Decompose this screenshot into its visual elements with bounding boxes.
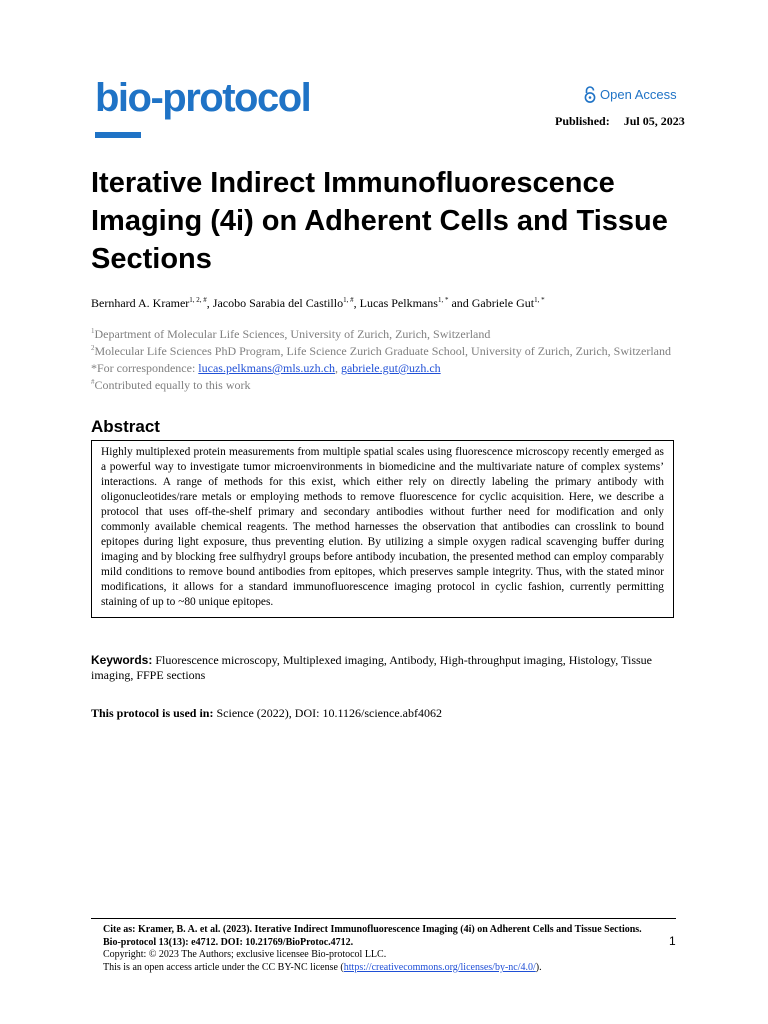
email-separator: , (334, 361, 341, 375)
published-label: Published: (555, 114, 610, 128)
keywords (91, 653, 676, 683)
abstract-box (91, 440, 674, 618)
citation: Cite as: Kramer, B. A. et al. (2023). Iterative Indirect Immunofluorescence Imaging (4i) on Adherent Cells and Tissue Sections. Bio-protocol 13(13): e4712. DOI: 10.21769/BioProtoc.4712. (103, 924, 642, 948)
page-number: 1 (669, 934, 676, 948)
logo-underline-bar (95, 132, 141, 138)
correspondence-line (91, 360, 671, 377)
affiliation-text: Department of Molecular Life Sciences, University of Zurich, Zurich, Switzerland (94, 327, 491, 341)
abstract-text: Highly multiplexed protein measurements from multiple spatial scales using fluorescence microscopy recently emerged as a powerful way to investigate tumor microenvironments in biomedicine and the multivariate nature of complex systems’ interactions. A range of methods for this exist, which either rely on directly labeling the primary antibody with oligonucleotides/rare metals or employing methods to remove fluorescence for cyclic acquisition. Here, we describe a protocol that uses off-the-shelf primary and secondary antibodies without further need for modification and only commonly available chemical reagents. The method harnesses the observation that antibodies can crosslink to bound epitopes during light exposure, thus preventing elution. By utilizing a simple oxygen radical scavenging buffer during imaging and by blocking free sulfhydryl groups before antibody incubation, the presented method can employ comparably mild conditions to remove bound antibodies from epitopes, which preserves sample integrity. Thus, with the stated minor modifications, it allows for a standard immunofluorescence imaging protocol in cyclic fashion, currently permitting staining of up to ~80 unique epitopes. (101, 446, 664, 608)
email-link-gut[interactable]: gabriele.gut@uzh.ch (340, 361, 441, 375)
author-name: Jacobo Sarabia del Castillo (212, 296, 344, 310)
license-line (103, 962, 643, 975)
used-in-label: This protocol is used in: (91, 706, 214, 720)
affiliation-text: Molecular Life Sciences PhD Program, Life Science Zurich Graduate School, University of Zurich, Zurich, Switzerland (94, 344, 671, 358)
bio-protocol-logo: bio-protocol (95, 76, 311, 120)
author-name: Lucas Pelkmans (359, 296, 438, 310)
footer (103, 924, 643, 974)
author-affiliation-mark: 1, * (534, 296, 545, 304)
author-name: Bernhard A. Kramer (91, 296, 190, 310)
author-separator: , (353, 296, 360, 310)
author-affiliation-mark: 1, # (343, 296, 354, 304)
correspondence-label: *For correspondence: (91, 361, 199, 375)
open-lock-icon (583, 86, 597, 103)
affiliation-mark: 1 (91, 327, 95, 335)
equal-contribution-text: Contributed equally to this work (94, 378, 251, 392)
copyright: Copyright: © 2023 The Authors; exclusive licensee Bio-protocol LLC. (103, 949, 387, 961)
affiliations (91, 326, 671, 394)
open-access-badge[interactable] (583, 86, 677, 103)
author-affiliation-mark: 1, * (437, 296, 449, 304)
license-suffix: ). (535, 961, 542, 973)
license-link[interactable]: https://creativecommons.org/licenses/by-nc/4.0/ (343, 961, 536, 973)
author-name: Gabriele Gut (471, 296, 535, 310)
author-list (91, 296, 545, 311)
license-prefix: This is an open access article under the CC BY-NC license ( (103, 961, 344, 973)
affiliation-mark: 2 (91, 344, 95, 352)
keywords-text: Fluorescence microscopy, Multiplexed imaging, Antibody, High-throughput imaging, Histology, Tissue imaging, FFPE sections (91, 653, 652, 682)
affiliation-2 (91, 343, 671, 360)
published-date: Jul 05, 2023 (623, 114, 685, 128)
keywords-label: Keywords: (91, 653, 153, 667)
author-separator: and (448, 296, 472, 310)
email-link-pelkmans[interactable]: lucas.pelkmans@mls.uzh.ch (198, 361, 335, 375)
author-affiliation-mark: 1, 2, # (189, 296, 207, 304)
equal-contribution-note (91, 377, 671, 394)
abstract-heading: Abstract (91, 417, 160, 436)
affiliation-1 (91, 326, 671, 343)
equal-contribution-mark: # (91, 378, 95, 386)
article-title: Iterative Indirect Immunofluorescence Imaging (4i) on Adherent Cells and Tissue Sections (91, 167, 668, 275)
used-in-text: Science (2022), DOI: 10.1126/science.abf4062 (213, 706, 442, 720)
published-line (555, 114, 685, 129)
open-access-label: Open Access (600, 87, 677, 102)
author-separator: , (206, 296, 213, 310)
protocol-used-in (91, 706, 442, 721)
footer-divider (91, 918, 676, 919)
